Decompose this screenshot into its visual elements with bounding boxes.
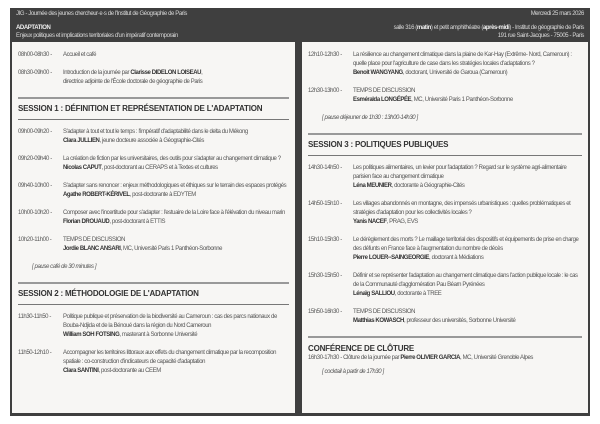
- time-slot: 15h50-16h30 -: [308, 309, 342, 315]
- session-title: SESSION 1 : DÉFINITION ET REPRÉSENTATION DE L'ADAPTATION: [18, 104, 263, 113]
- speaker-name: Nicolas CAPUT: [63, 165, 102, 171]
- title-text: S'adapter à tout et tout le temps : l'impératif d'adaptabilité dans le delta du Mékong: [63, 129, 248, 135]
- program-item: [308, 164, 582, 191]
- divider: [18, 304, 289, 305]
- talk-title: [63, 182, 289, 191]
- item-content: [63, 69, 289, 87]
- divider: [18, 282, 289, 284]
- title-text: Les villages abandonnés en montagne, des impensés urbanistiques : quelles problématiques et stratégies d'adaptation pour les collectivités locales ?: [353, 201, 571, 216]
- time-slot: 12h30-13h00 -: [308, 88, 342, 94]
- program-item: [308, 236, 582, 263]
- time-slot: 08h30-09h00 -: [18, 70, 52, 76]
- speaker-line: [353, 290, 582, 299]
- item-content: [63, 155, 289, 173]
- title-text: Définir et se représenter l'adaptation au changement climatique dans l'action publique locale : le cas de la Communauté d'agglomération Pau Béarn Pyrénées: [353, 273, 578, 288]
- speaker-name: Esméralda LONGÉPÉE: [353, 97, 412, 103]
- speaker-name: Matthias KOWASCH: [353, 318, 404, 324]
- session-title: SESSION 3 : POLITIQUES PUBLIQUES: [308, 140, 449, 149]
- talk-title: [353, 236, 582, 254]
- talk-title: [63, 128, 289, 137]
- talk-title: [353, 164, 582, 182]
- break-note: [ pause déjeuner de 1h30 : 13h00-14h30 ]: [322, 115, 418, 121]
- closing-text: Clôture de la journée par: [343, 355, 401, 361]
- speaker-role: , post-doctorant au CERAPS et à Textes et cultures: [101, 165, 218, 171]
- speaker-name: Clarisse DIDELON LOISEAU: [130, 70, 202, 76]
- divider: [18, 119, 289, 120]
- title-text: S'adapter sans renoncer : enjeux méthodologiques et éthiques sur le terrain des espaces protégés: [63, 183, 287, 189]
- item-content: [63, 209, 289, 227]
- speaker-line: [63, 245, 289, 254]
- title-text: Composer avec l'incertitude pour s'adapter : l'estuaire de la Loire face à l'élévation du niveau marin: [63, 210, 285, 216]
- divider: [308, 336, 582, 338]
- title-text: TEMPS DE DISCUSSION: [353, 88, 416, 94]
- speaker-line: [63, 331, 289, 340]
- time-slot: 15h30-15h50 -: [308, 273, 342, 279]
- header: [10, 8, 590, 42]
- time-slot: 09h40-10h00 -: [18, 183, 52, 189]
- subtitle: Enjeux politiques et implications territoriales d'un impératif contemporain: [16, 33, 178, 39]
- venue-morning: matin: [416, 25, 431, 31]
- speaker-role: , MC, Université Paris 1 Panthéon-Sorbonne: [411, 97, 513, 103]
- time-slot: 10h20-11h00 -: [18, 237, 52, 243]
- venue-text: ) - Institut de géographie de Paris: [509, 25, 584, 31]
- item-content: [63, 236, 289, 254]
- speaker-role: , MC, Université Paris 1 Panthéon-Sorbonne: [120, 246, 223, 252]
- talk-title: [63, 155, 289, 164]
- divider: [308, 155, 582, 156]
- item-content: [63, 51, 289, 60]
- program-item: [18, 128, 289, 146]
- title-text: Politique publique et préservation de la biodiversité au Cameroun : cas des parcs nationaux de Bouba-Ndjida et de la Bénoué dans la région du Nord Cameroun: [63, 314, 277, 329]
- right-column: [302, 42, 588, 413]
- talk-title: [63, 51, 289, 60]
- talk-title: [63, 69, 289, 78]
- page-title: ADAPTATION: [16, 25, 51, 31]
- program-item: [308, 51, 582, 78]
- venue-text: ) et petit amphithéatre (: [430, 25, 483, 31]
- speaker-role: , MC, Université Grenoble Alpes: [460, 355, 534, 361]
- speaker-line: [353, 254, 582, 263]
- speaker-line: [63, 164, 289, 173]
- time-slot: 09h20-09h40 -: [18, 156, 52, 162]
- item-content: [353, 200, 582, 227]
- title-text: Accompagner les territoires littoraux aux effets du changement climatique par la recomposition spatiale : co-construction d'indicateurs de capacité d'adaptation: [63, 350, 277, 365]
- time-slot: 15h10-15h30 -: [308, 237, 342, 243]
- speaker-name: Lénaïg SALLIOU: [353, 291, 395, 297]
- program-item: [18, 155, 289, 173]
- speaker-name: Pierre LOUER--SAINGEORGIE: [353, 255, 430, 261]
- time-slot: 12h10-12h30 -: [308, 52, 342, 58]
- title-text: TEMPS DE DISCUSSION: [353, 309, 416, 315]
- title-text: Les politiques alimentaires, un levier pour l'adaptation ? Regard sur le système agri-alimentaire parisien face au changement climatique: [353, 165, 567, 180]
- break-note: [ pause café de 30 minutes ]: [32, 264, 97, 270]
- divider: [308, 133, 582, 135]
- speaker-name: Léna MEUNIER: [353, 183, 392, 189]
- item-content: [353, 236, 582, 263]
- item-content: [63, 128, 289, 146]
- talk-title: [353, 308, 582, 317]
- item-content: [353, 308, 582, 326]
- venue-afternoon: après-midi: [482, 25, 510, 31]
- speaker-name: Agathe ROBERT-KÉRIVEL: [63, 192, 130, 198]
- program-item: [18, 182, 289, 200]
- item-content: [63, 313, 289, 340]
- break-note: [ cocktail à partir de 17h30 ]: [322, 369, 384, 375]
- talk-title: [353, 87, 582, 96]
- talk-title: [63, 236, 289, 245]
- speaker-line: [353, 96, 582, 105]
- program-item: [18, 313, 289, 340]
- item-content: [63, 349, 289, 376]
- speaker-role: , doctorant à Médiations: [429, 255, 484, 261]
- program-item: [18, 209, 289, 227]
- talk-title: [63, 349, 289, 367]
- speaker-line: [353, 218, 582, 227]
- left-column: [12, 42, 295, 413]
- speaker-line: [63, 218, 289, 227]
- speaker-name: Pierre OLIVIER GARCIA: [400, 355, 461, 361]
- talk-title: [353, 51, 582, 69]
- time-slot: 11h50-12h10 -: [18, 350, 52, 356]
- speaker-line: [63, 191, 289, 200]
- program-item: [18, 349, 289, 376]
- title-text: Introduction de la journée par: [63, 70, 131, 76]
- closing-section: [308, 336, 582, 363]
- speaker-role: , post-doctorant à ETTIS: [109, 219, 166, 225]
- speaker-role: , jeune docteure associée à Géographie-Cités: [99, 138, 204, 144]
- program-item: [18, 69, 289, 87]
- time-slot: 14h50-15h10 -: [308, 201, 342, 207]
- speaker-role: , professeur des universités, Sorbonne Université: [403, 318, 516, 324]
- session-title: SESSION 2 : MÉTHODOLOGIE DE L'ADAPTATION: [18, 289, 199, 298]
- speaker-role: , doctorant, Université de Garoua (Cameroun): [402, 70, 508, 76]
- divider: [18, 97, 289, 99]
- program-item: [308, 200, 582, 227]
- speaker-role: directrice adjointe de l'École doctorale de géographie de Paris: [63, 79, 203, 85]
- time-slot: 08h00-08h30 -: [18, 52, 52, 58]
- speaker-role: , post-doctorante au CEEM: [98, 368, 161, 374]
- time-slot: 10h00-10h20 -: [18, 210, 52, 216]
- talk-title: [353, 200, 582, 218]
- item-content: [353, 51, 582, 78]
- closing-time: 16h30-17h30 -: [308, 355, 344, 361]
- speaker-line: [353, 182, 582, 191]
- item-content: [63, 182, 289, 200]
- item-content: [353, 164, 582, 191]
- talk-title: [353, 272, 582, 290]
- venue: [394, 24, 584, 32]
- time-slot: 11h30-11h50 -: [18, 314, 51, 320]
- program-item: [18, 236, 289, 254]
- speaker-line: [353, 317, 582, 326]
- speaker-role: , PRAG, EVS: [386, 219, 418, 225]
- speaker-role: , masterant à Sorbonne Université: [119, 332, 198, 338]
- speaker-line: [353, 69, 582, 78]
- title-text: La résilience au changement climatique dans la plaine de Kar-Hay (Extrême- Nord, Cameroun) : quelle place pour l'agriculture de case dans les stratégies locales d'adaptations ?: [353, 52, 572, 67]
- program-item: [308, 87, 582, 105]
- title-text: La création de fiction par les universitaires, des outils pour s'adapter au changement climatique ?: [63, 156, 281, 162]
- address: 191 rue Saint-Jacques - 75005 - Paris: [497, 33, 584, 39]
- time-slot: 09h00-09h20 -: [18, 129, 52, 135]
- program-item: [308, 308, 582, 326]
- title-text: Accueil et café: [63, 52, 97, 58]
- speaker-name: Clara JULLIEN: [63, 138, 100, 144]
- speaker-name: Yanis NACEF: [353, 219, 387, 225]
- speaker-role: , doctorante à TREE: [394, 291, 442, 297]
- speaker-name: Florian DROUAUD: [63, 219, 110, 225]
- program-item: [308, 272, 582, 299]
- item-content: [353, 272, 582, 299]
- closing-line: [308, 354, 582, 363]
- time-slot: 14h30-14h50 -: [308, 165, 342, 171]
- event-name: JIG - Journée des jeunes chercheur·e·s de l'Institut de Géographie de Paris: [16, 11, 187, 17]
- speaker-name: Clara SANTINI: [63, 368, 99, 374]
- punct: ,: [201, 70, 203, 76]
- talk-title: [63, 209, 289, 218]
- program-frame: [10, 8, 590, 416]
- item-content: [353, 87, 582, 105]
- title-text: TEMPS DE DISCUSSION: [63, 237, 126, 243]
- speaker-name: Benoit WANGYANG: [353, 70, 403, 76]
- speaker-line: [63, 367, 289, 376]
- event-date: Mercredi 25 mars 2026: [530, 11, 584, 17]
- closing-title: CONFÉRENCE DE CLÔTURE: [308, 344, 415, 353]
- speaker-role: , post-doctorante à EDYTEM: [129, 192, 196, 198]
- speaker-line: [63, 137, 289, 146]
- venue-text: salle 316 (: [393, 25, 417, 31]
- title-text: Le dérèglement des morts ? Le maillage territorial des dispositifs et équipements de prise en charge des défunts en France face à l'augmentation du nombre de décès: [353, 237, 579, 252]
- program-item: [18, 51, 289, 60]
- speaker-name: Jordie BLANC ANSARI: [63, 246, 121, 252]
- talk-title: [63, 313, 289, 331]
- speaker-name: William SOH FOTSING: [63, 332, 120, 338]
- speaker-role: , doctorante à Géographie-Cités: [391, 183, 465, 189]
